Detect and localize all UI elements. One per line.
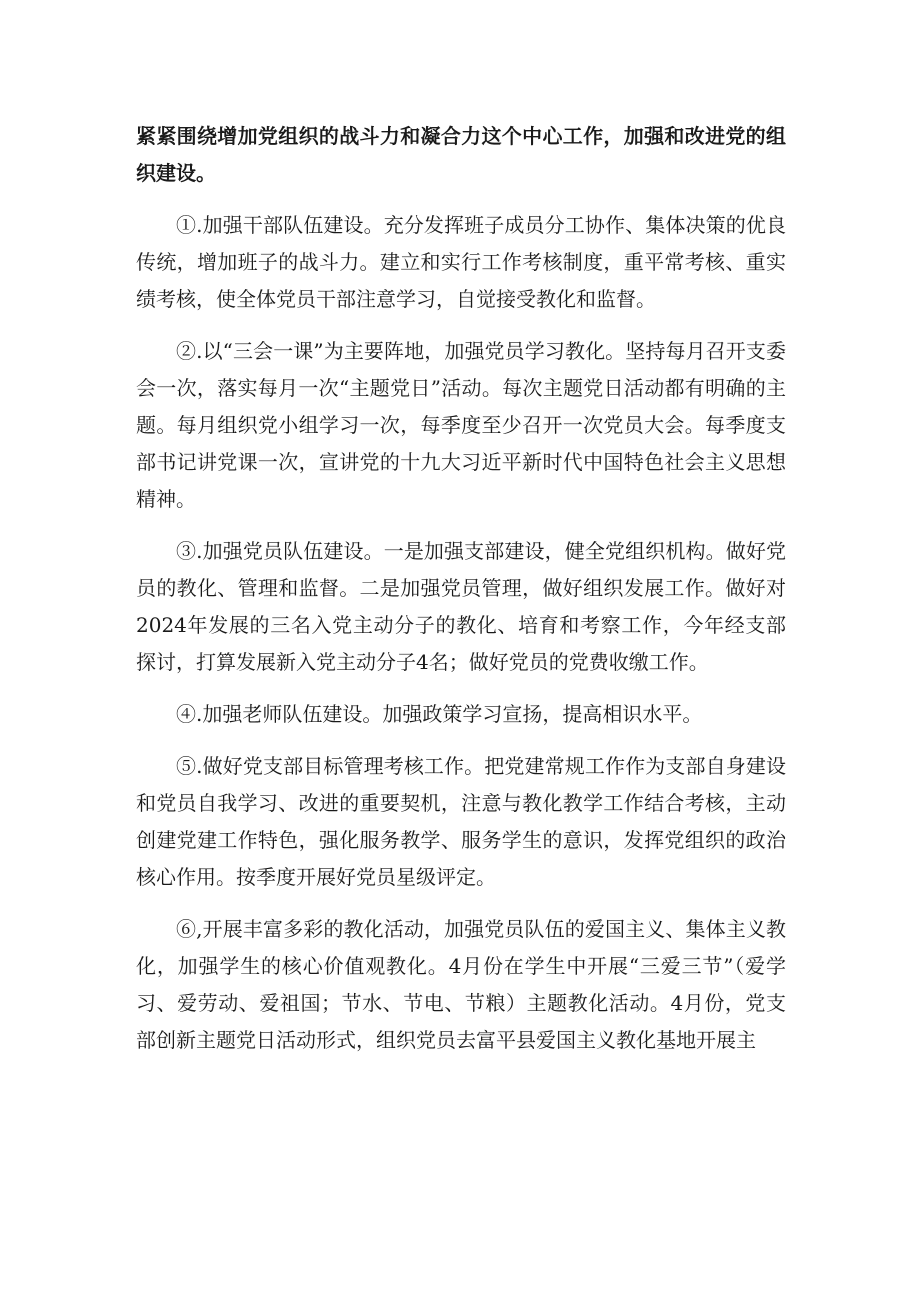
paragraph-education-activities: ⑥,开展丰富多彩的教化活动，加强党员队伍的爱国主义、集体主义教化，加强学生的核心价值观教化。4月份在学生中开展“三爱三节”（爱学习、爱劳动、爱祖国；节水、节电、节粮）主题教化活动。4月份，党支部创新主题党日活动形式，组织党员去富平县爱国主义教化基地开展主 bbox=[136, 917, 786, 1052]
paragraph-three-meetings: ②.以“三会一课”为主要阵地，加强党员学习教化。坚持每月召开支委会一次，落实每月一次“主题党日”活动。每次主题党日活动都有明确的主题。每月组织党小组学习一次，每季度至少召开一次党员大会。每季度支部书记讲党课一次，宣讲党的十九大习近平新时代中国特色社会主义思想精神。 bbox=[136, 339, 786, 511]
lead-paragraph: 紧紧围绕增加党组织的战斗力和凝合力这个中心工作，加强和改进党的组织建设。 bbox=[136, 124, 786, 185]
paragraph-cadre-team: ①.加强干部队伍建设。充分发挥班子成员分工协作、集体决策的优良传统，增加班子的战斗力。建立和实行工作考核制度，重平常考核、重实绩考核，使全体党员干部注意学习，自觉接受教化和监督。 bbox=[136, 213, 786, 311]
paragraph-teacher-team: ④.加强老师队伍建设。加强政策学习宣扬，提高相识水平。 bbox=[176, 702, 703, 726]
paragraph-member-team: ③.加强党员队伍建设。一是加强支部建设，健全党组织机构。做好党员的教化、管理和监督。二是加强党员管理，做好组织发展工作。做好对2024年发展的三名入党主动分子的教化、培育和考察工作，今年经支部探讨，打算发展新入党主动分子4名；做好党员的党费收缴工作。 bbox=[136, 539, 786, 674]
paragraph-target-assessment: ⑤.做好党支部目标管理考核工作。把党建常规工作作为支部自身建设和党员自我学习、改进的重要契机，注意与教化教学工作结合考核，主动创建党建工作特色，强化服务教学、服务学生的意识，发挥党组织的政治核心作用。按季度开展好党员星级评定。 bbox=[136, 754, 786, 889]
